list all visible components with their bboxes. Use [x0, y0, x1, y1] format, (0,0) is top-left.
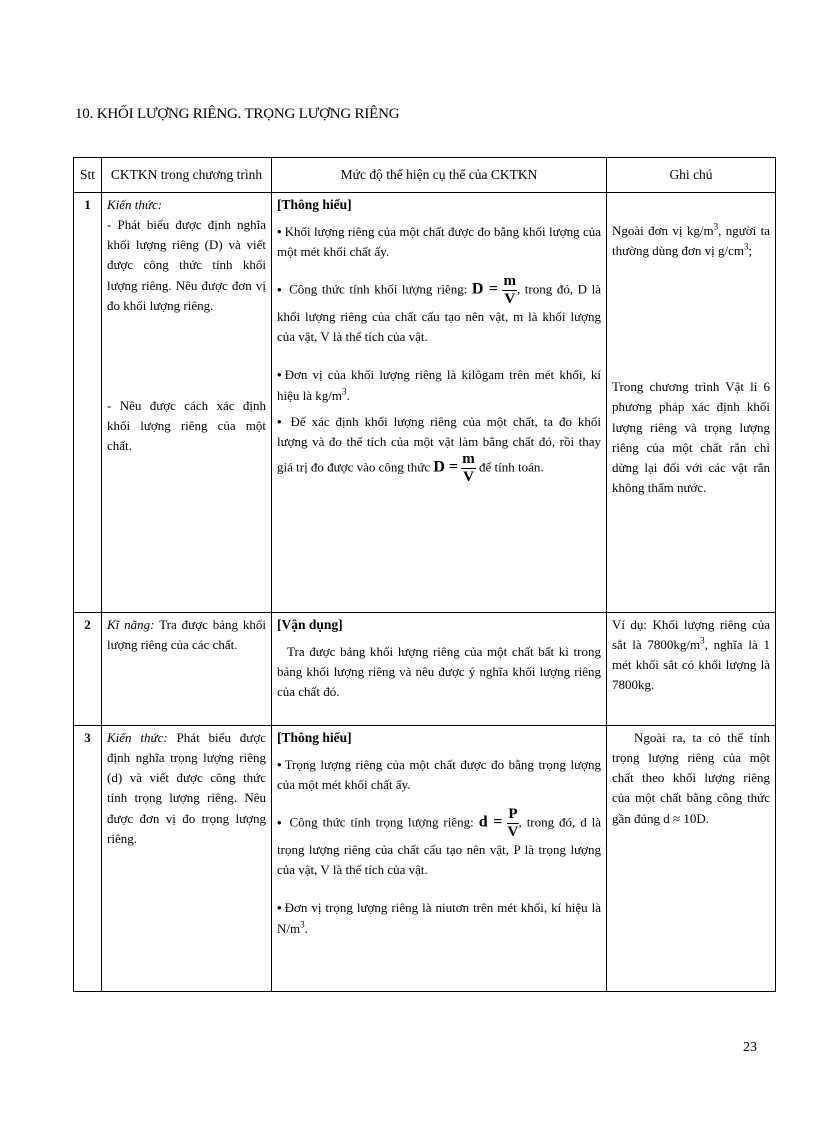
cktkn-cell: Kĩ năng: Tra được bảng khối lượng riêng của các chất. — [102, 613, 272, 726]
fraction: $\frac{m}{V}$ — [462, 451, 475, 486]
table-row — [74, 613, 776, 726]
bullet-item: • Đơn vị trọng lượng riêng là niutơn trên mét khối, kí hiệu là $N/m^3$. — [277, 898, 601, 938]
table-row — [74, 726, 776, 992]
level-label: [Thông hiểu] — [277, 197, 352, 212]
table-row — [74, 193, 776, 613]
bullet-item: • Trọng lượng riêng của một chất được đo bằng trọng lượng của một mét khối chất ấy. — [277, 755, 601, 795]
note-cell — [607, 193, 776, 613]
header-stt: Stt — [74, 158, 102, 193]
row-number: 2 — [74, 613, 102, 726]
page-number: 23 — [743, 1040, 757, 1055]
bullet-formula: • Công thức tính khối lượng riêng: D = $\frac{m}{V}$ , trong đó, D là khối lượng riêng của chất cấu tạo nên vật, m là khối lượng của vật, V là thể tích của vật. — [277, 268, 601, 359]
table-header-row — [74, 158, 776, 193]
detail-cell — [272, 726, 607, 992]
row-number: 1 — [74, 193, 102, 613]
note-cell: Ví dụ: Khối lượng riêng của sắt là $7800kg/m^3$, nghĩa là 1 mét khối sắt có khối lượng là 7800kg. — [607, 613, 776, 726]
bullet-formula: • Để xác định khối lượng riêng của một chất, ta đo khối lượng và đo thể tích của một vật làm bằng chất đó, rồi thay giá trị đo được vào công thức D = $\frac{m}{V}$ để tính toán. — [277, 412, 601, 485]
note-cell — [607, 726, 776, 992]
row-number: 3 — [74, 726, 102, 992]
cktkn-cell — [102, 193, 272, 613]
formula-symbol: D = — [471, 280, 498, 298]
bullet-formula: • Công thức tính trọng lượng riêng: d = $\frac{P}{V}$ , trong đó, d là trọng lượng riêng của chất cấu tạo nên vật, P là trọng lượng của vật, V là thể tích của vật. — [277, 801, 601, 892]
formula-symbol: D = — [433, 458, 459, 476]
bullet-item: • Đơn vị của khối lượng riêng là kilôgam trên mét khối, kí hiệu là $kg/m^3$. — [277, 365, 601, 405]
section-title: 10. KHỐI LƯỢNG RIÊNG. TRỌNG LƯỢNG RIÊNG — [75, 106, 400, 122]
detail-text: Tra được bảng khối lượng riêng của một chất bất kì trong bảng khối lượng riêng và nêu được ý nghĩa khối lượng riêng của chất đó. — [277, 643, 601, 700]
header-ghi-chu: Ghi chú — [607, 158, 776, 193]
bullet-item: • Khối lượng riêng của một chất được đo bằng khối lượng của một mét khối chất ấy. — [277, 222, 601, 262]
cell-label: Kiến thức: — [107, 197, 163, 212]
cktkn-cell: Kiến thức: Phát biểu được định nghĩa trọng lượng riêng (d) và viết được công thức tính trọng lượng riêng. Nêu được đơn vị đo trọng lượng riêng. — [102, 726, 272, 992]
cell-label: Kiến thức: — [107, 730, 168, 745]
header-cktkn: CKTKN trong chương trình — [102, 158, 272, 193]
detail-cell — [272, 613, 607, 726]
formula-symbol: d = — [478, 813, 503, 831]
level-label: [Thông hiểu] — [277, 730, 352, 745]
level-label: [Vận dụng] — [277, 617, 343, 632]
standards-table — [73, 157, 776, 992]
cell-label: Kĩ năng: — [107, 617, 155, 632]
header-muc-do: Mức độ thể hiện cụ thể của CKTKN — [272, 158, 607, 193]
fraction: $\frac{P}{V}$ — [507, 806, 519, 841]
fraction: $\frac{m}{V}$ — [503, 273, 516, 308]
cktkn-text: - Phát biểu được định nghĩa khối lượng riêng (D) và viết được công thức tính khối lượng riêng. Nêu được đơn vị đo khối lượng riêng. — [107, 217, 266, 313]
note-text: Ngoài đơn vị $kg/m^3$, người ta thường dùng đơn vị $g/cm^3$; — [612, 221, 770, 259]
detail-cell — [272, 193, 607, 613]
note-text: Trong chương trình Vật lí 6 phương pháp xác định khối lượng riêng và trọng lượng riêng của một chất rắn chỉ dừng lại đối với các vật rắn không thấm nước. — [612, 379, 770, 495]
cktkn-text: - Nêu được cách xác định khối lượng riêng của một chất. — [107, 397, 266, 454]
note-text: Ngoài ra, ta có thể tính trọng lượng riêng của một chất theo khối lượng riêng của một chất bằng công thức gần đúng d ≈ 10D. — [612, 730, 770, 826]
